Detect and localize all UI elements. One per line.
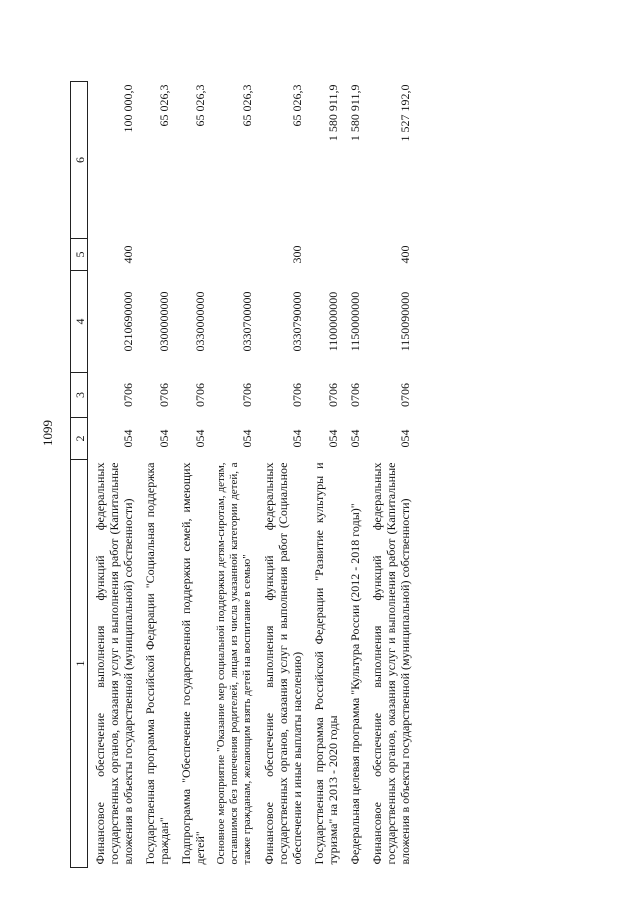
row-description: Финансовое обеспечение выполнения функций федеральных государственных органов, оказания услуг и выполнения работ (Капитальные вложения в объекты государственной (муниципальной) собственности) bbox=[93, 462, 135, 865]
row-admin-code: 054 bbox=[157, 429, 171, 448]
row-target-code: 0300000000 bbox=[157, 291, 171, 352]
row-section-code: 0706 bbox=[290, 383, 304, 407]
row-amount: 100 000,0 bbox=[121, 84, 135, 133]
header-admin-code: 2 bbox=[71, 418, 88, 460]
header-section-code: 3 bbox=[71, 373, 88, 418]
row-admin-code: 054 bbox=[193, 429, 207, 448]
row-description: Государственная программа Российской Федерации "Развитие культуры и туризма" на 2013 - 2020 годы bbox=[312, 462, 340, 865]
header-description: 1 bbox=[71, 460, 88, 868]
table-row bbox=[307, 82, 343, 868]
row-admin-code: 054 bbox=[240, 429, 254, 448]
row-expense-type bbox=[174, 239, 210, 271]
row-target-code: 1150090000 bbox=[398, 291, 412, 352]
row-amount: 65 026,3 bbox=[240, 84, 254, 127]
row-admin-code: 054 bbox=[348, 429, 362, 448]
row-target-code: 1150000000 bbox=[348, 291, 362, 352]
row-section-code: 0706 bbox=[157, 383, 171, 407]
row-expense-type: 400 bbox=[121, 245, 135, 264]
row-section-code: 0706 bbox=[398, 383, 412, 407]
row-admin-code: 054 bbox=[398, 429, 412, 448]
row-target-code: 0330700000 bbox=[240, 291, 254, 352]
rotated-page-content bbox=[70, 48, 540, 868]
row-amount: 1 527 192,0 bbox=[398, 84, 412, 142]
row-amount: 65 026,3 bbox=[290, 84, 304, 127]
row-expense-type: 300 bbox=[290, 245, 304, 264]
table-row bbox=[257, 82, 307, 868]
table-row bbox=[365, 82, 415, 868]
row-expense-type bbox=[210, 239, 257, 271]
table-row bbox=[138, 82, 174, 868]
header-target-code: 4 bbox=[71, 271, 88, 373]
table-row bbox=[88, 82, 139, 868]
row-target-code: 0330790000 bbox=[290, 291, 304, 352]
row-description: Финансовое обеспечение выполнения функций федеральных государственных органов, оказания услуг и выполнения работ (Капитальные вложения в объекты государственной (муниципальной) собственности) bbox=[370, 462, 412, 865]
row-description: Подпрограмма "Обеспечение государственной поддержки семей, имеющих детей" bbox=[179, 462, 207, 865]
row-expense-type: 400 bbox=[398, 245, 412, 264]
row-target-code: 0330000000 bbox=[193, 291, 207, 352]
header-amount: 6 bbox=[71, 82, 88, 239]
row-description: Федеральная целевая программа "Культура России (2012 - 2018 годы)" bbox=[348, 503, 362, 865]
row-amount: 65 026,3 bbox=[193, 84, 207, 127]
row-amount: 65 026,3 bbox=[157, 84, 171, 127]
row-target-code: 1100000000 bbox=[326, 291, 340, 352]
row-target-code: 0210690000 bbox=[121, 291, 135, 352]
row-description: Государственная программа Российской Федерации "Социальная поддержка граждан" bbox=[143, 462, 171, 865]
row-amount: 1 580 911,9 bbox=[326, 84, 340, 142]
row-admin-code: 054 bbox=[290, 429, 304, 448]
row-section-code: 0706 bbox=[121, 383, 135, 407]
row-expense-type bbox=[307, 239, 343, 271]
table-row bbox=[210, 82, 257, 868]
row-section-code: 0706 bbox=[193, 383, 207, 407]
page-number: 1099 bbox=[40, 420, 55, 446]
row-expense-type bbox=[138, 239, 174, 271]
row-expense-type bbox=[343, 239, 365, 271]
budget-table bbox=[70, 81, 415, 868]
row-section-code: 0706 bbox=[326, 383, 340, 407]
table-row bbox=[343, 82, 365, 868]
row-section-code: 0706 bbox=[240, 383, 254, 407]
header-expense-type: 5 bbox=[71, 239, 88, 271]
row-section-code: 0706 bbox=[348, 383, 362, 407]
row-description: Финансовое обеспечение выполнения функций федеральных государственных органов, оказания услуг и выполнения работ (Социальное обеспечение и иные выплаты населению) bbox=[262, 462, 304, 865]
row-description: Основное мероприятие "Оказание мер социальной поддержки детям-сиротам, детям, оставшимся без попечения родителей, лицам из числа указанной категории детей, а также гражданам, желающим взять детей на воспитание в семью" bbox=[215, 462, 253, 865]
row-amount: 1 580 911,9 bbox=[348, 84, 362, 142]
row-admin-code: 054 bbox=[121, 429, 135, 448]
table-header-row bbox=[71, 82, 88, 868]
table-row bbox=[174, 82, 210, 868]
row-admin-code: 054 bbox=[326, 429, 340, 448]
